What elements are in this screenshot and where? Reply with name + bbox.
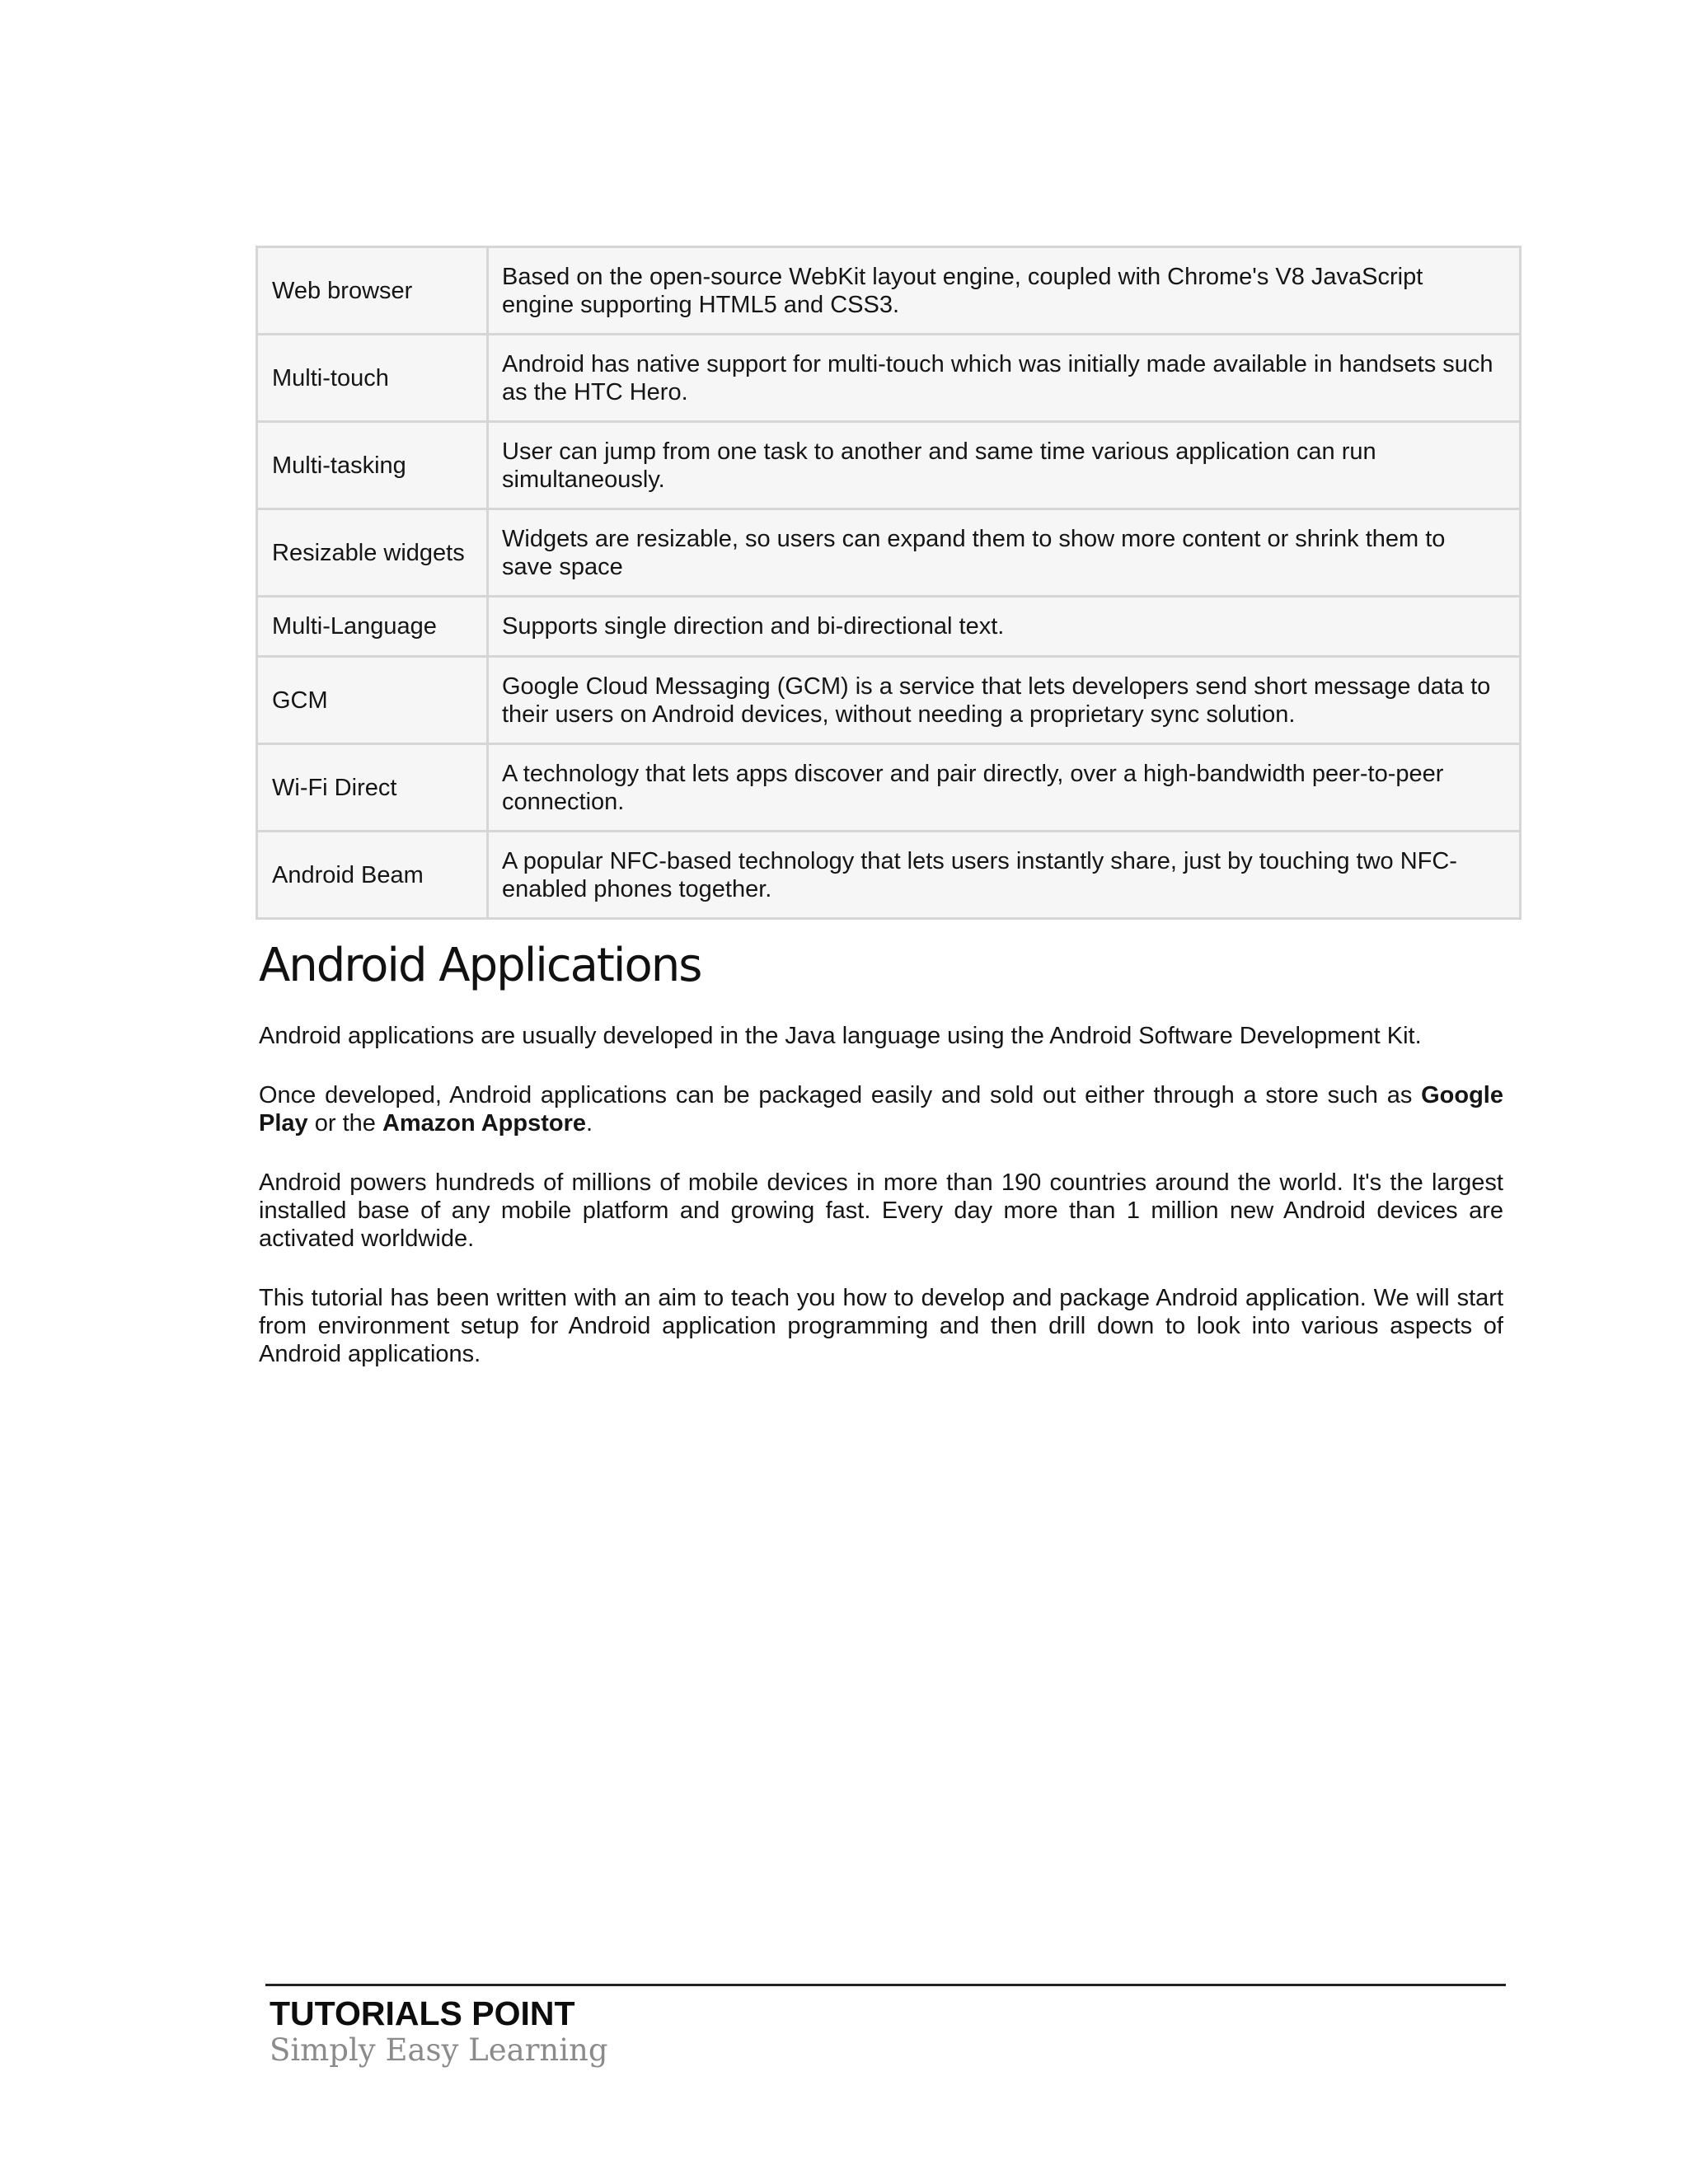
android-features-table [256, 246, 1522, 920]
paragraph-text: or the [307, 1110, 382, 1137]
page-footer [265, 1984, 1506, 2069]
feature-name: Multi-touch [257, 335, 488, 422]
feature-name: Android Beam [257, 832, 488, 919]
footer-divider [265, 1984, 1506, 1986]
bold-text: Google Play [259, 1082, 1503, 1137]
feature-description: A popular NFC-based technology that lets users instantly share, just by touching two NFC-enabled phones together. [488, 832, 1521, 919]
feature-description: User can jump from one task to another and same time various application can run simultaneously. [488, 422, 1521, 509]
feature-description: Android has native support for multi-touch which was initially made available in handsets such as the HTC Hero. [488, 335, 1521, 422]
paragraph [259, 1081, 1503, 1137]
table-row [257, 422, 1521, 509]
feature-name: Web browser [257, 247, 488, 335]
footer-tagline: Simply Easy Learning [270, 2032, 608, 2068]
table-row [257, 744, 1521, 832]
feature-name: GCM [257, 657, 488, 744]
feature-name: Multi-Language [257, 597, 488, 657]
footer-brand: TUTORIALS POINT [270, 1994, 575, 2032]
feature-name: Wi-Fi Direct [257, 744, 488, 832]
table-row [257, 247, 1521, 335]
feature-description: Supports single direction and bi-directional text. [488, 597, 1521, 657]
feature-name: Resizable widgets [257, 509, 488, 597]
feature-description: A technology that lets apps discover and pair directly, over a high-bandwidth peer-to-peer connection. [488, 744, 1521, 832]
table-row [257, 832, 1521, 919]
section-body [259, 1022, 1503, 1368]
page-content [256, 246, 1522, 1368]
paragraph-text: . [586, 1110, 593, 1137]
feature-description: Widgets are resizable, so users can expand them to show more content or shrink them to save space [488, 509, 1521, 597]
table-row [257, 657, 1521, 744]
table-row [257, 335, 1521, 422]
paragraph-text: Once developed, Android applications can be packaged easily and sold out either through a store such as [259, 1082, 1422, 1108]
feature-name: Multi-tasking [257, 422, 488, 509]
bold-text: Amazon Appstore [382, 1110, 587, 1137]
paragraph: Android applications are usually developed in the Java language using the Android Software Development Kit. [259, 1023, 1422, 1049]
table-row [257, 509, 1521, 597]
feature-description: Based on the open-source WebKit layout engine, coupled with Chrome's V8 JavaScript engine supporting HTML5 and CSS3. [488, 247, 1521, 335]
paragraph: Android powers hundreds of millions of mobile devices in more than 190 countries around the world. It's the largest installed base of any mobile platform and growing fast. Every day more than 1 million new Android devices are activated worldwide. [259, 1169, 1503, 1252]
feature-description: Google Cloud Messaging (GCM) is a service that lets developers send short message data to their users on Android devices, without needing a proprietary sync solution. [488, 657, 1521, 744]
table-row [257, 597, 1521, 657]
paragraph: This tutorial has been written with an aim to teach you how to develop and package Android application. We will start from environment setup for Android application programming and then drill down to look into various aspects of Android applications. [259, 1285, 1503, 1367]
section-heading: Android Applications [259, 939, 701, 992]
